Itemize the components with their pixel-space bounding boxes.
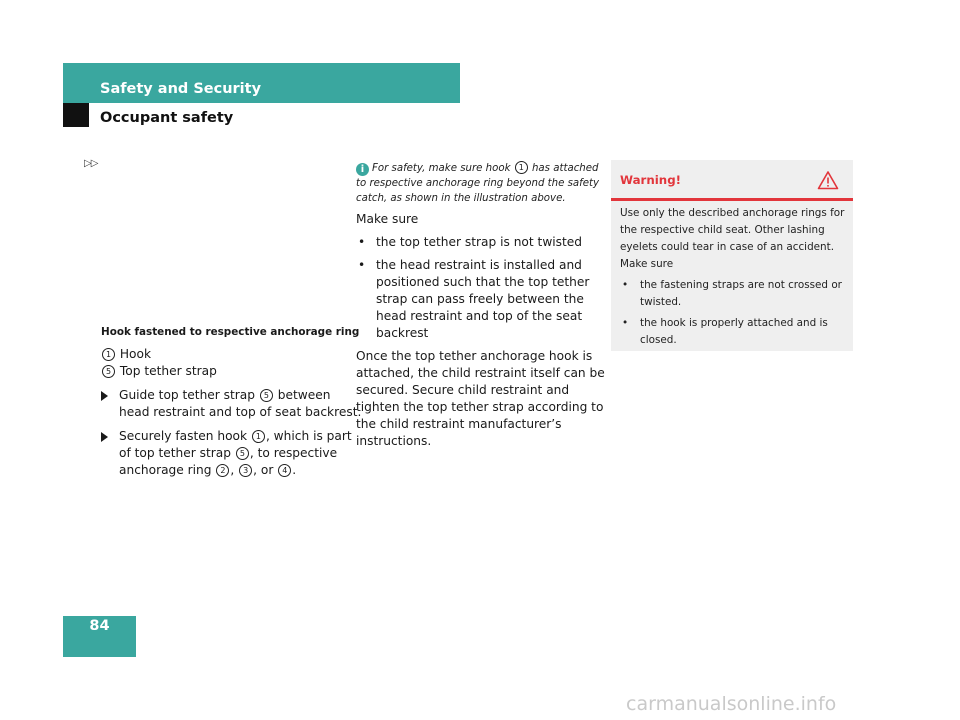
paragraph: Once the top tether anchorage hook is attached, the child restraint itself can be secured. Secure child restraint and tighten the top tether strap according to the child restraint manufacturer’s instructions. bbox=[356, 349, 605, 448]
figure-caption: Hook fastened to respective anchorage ring bbox=[101, 326, 360, 338]
instruction-step: Guide top tether strap 5 between head restraint and top of seat backrest. bbox=[101, 387, 364, 421]
callout-number: 1 bbox=[252, 430, 265, 443]
section-title: Safety and Security bbox=[100, 81, 262, 97]
legend-label: Hook bbox=[119, 347, 152, 361]
subsection-title: Occupant safety bbox=[100, 110, 234, 126]
callout-number: 5 bbox=[102, 365, 115, 378]
arrow-icon bbox=[101, 432, 108, 442]
callout-number: 5 bbox=[260, 389, 273, 402]
warning-body bbox=[620, 205, 846, 349]
callout-number: 4 bbox=[278, 464, 291, 477]
header-marker bbox=[63, 103, 89, 127]
warning-list-item: • the hook is properly attached and is closed. bbox=[620, 315, 846, 349]
callout-number: 1 bbox=[102, 348, 115, 361]
main-column bbox=[356, 211, 606, 450]
legend-item bbox=[101, 346, 351, 363]
arrow-icon bbox=[101, 391, 108, 401]
make-sure-intro: Make sure bbox=[356, 212, 419, 226]
watermark: carmanualsonline.info bbox=[626, 693, 837, 715]
warning-intro: Make sure bbox=[620, 258, 674, 270]
warning-divider bbox=[611, 198, 853, 201]
safety-note: i For safety, make sure hook 1 has attached to respective anchorage ring beyond the safety catch, as shown in the illustration above. bbox=[356, 163, 600, 204]
warning-title: Warning! bbox=[620, 173, 682, 187]
warning-text: Use only the described anchorage rings for the respective child seat. Other lashing eyelets could tear in case of an accident. bbox=[620, 207, 845, 253]
callout-number: 5 bbox=[236, 447, 249, 460]
legend-item bbox=[101, 363, 351, 380]
instruction-step: Securely fasten hook 1 , which is part of top tether strap 5 , to respective anchorage ring 2 , 3 , or 4 . bbox=[101, 428, 364, 479]
info-icon: i bbox=[356, 163, 369, 176]
callout-number: 3 bbox=[239, 464, 252, 477]
callout-number: 2 bbox=[216, 464, 229, 477]
legend-label: Top tether strap bbox=[119, 364, 217, 378]
page-number: 84 bbox=[89, 618, 110, 634]
warning-triangle-icon bbox=[817, 170, 839, 190]
figure-legend bbox=[101, 346, 351, 380]
callout-number: 1 bbox=[515, 161, 528, 174]
list-item: • the top tether strap is not twisted bbox=[356, 234, 606, 251]
warning-list-item: • the fastening straps are not crossed or twisted. bbox=[620, 277, 846, 311]
continuation-marker: ▷▷ bbox=[84, 158, 98, 169]
list-item: • the head restraint is installed and positioned such that the top tether strap can pass freely between the head restraint and top of the seat backrest bbox=[356, 257, 606, 342]
